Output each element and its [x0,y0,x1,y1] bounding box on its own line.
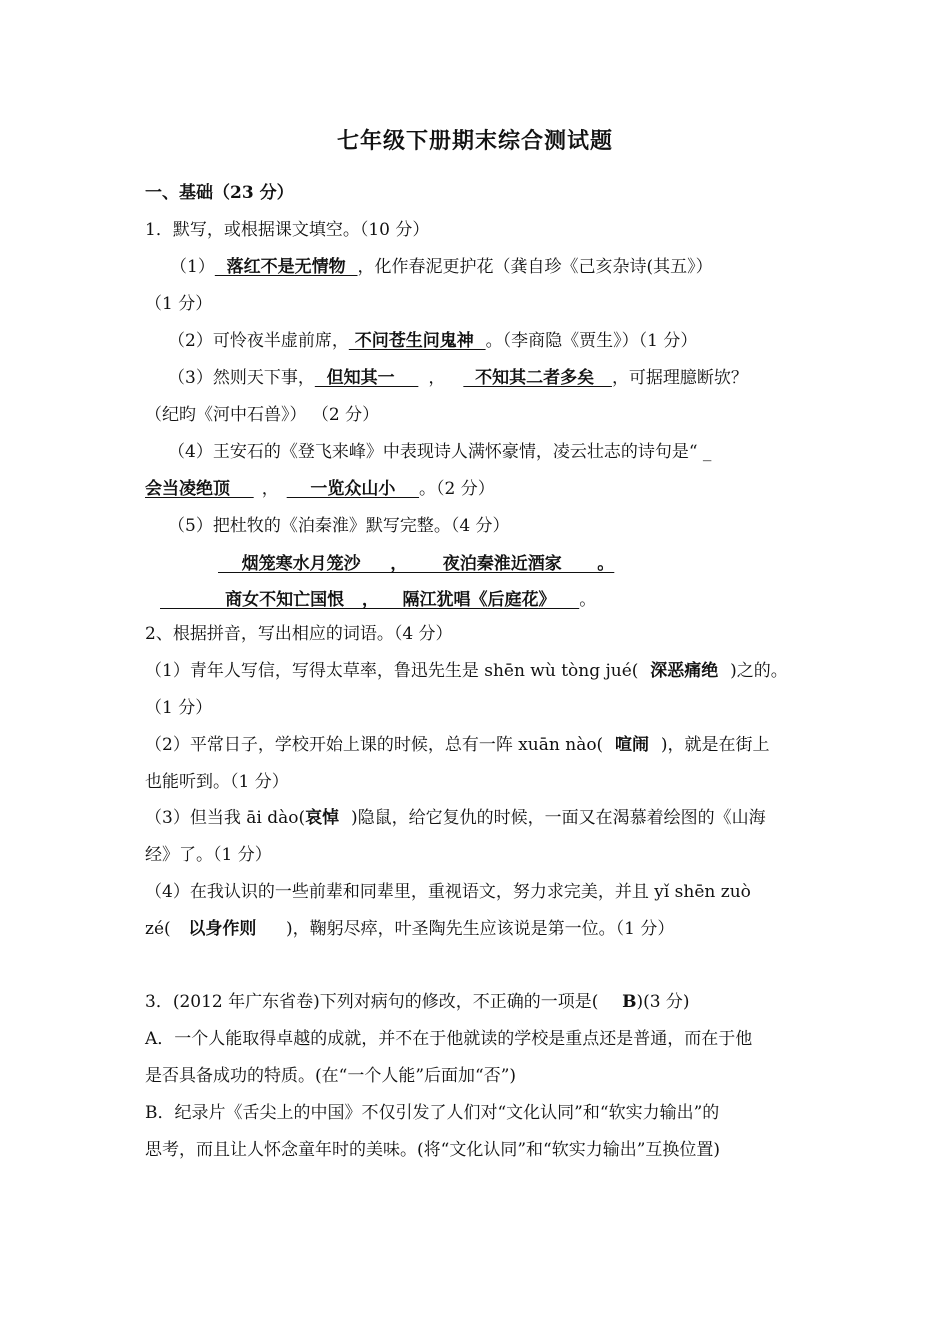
q2-part1 [145,659,788,683]
q2-part1-pre: （1）青年人写信，写得太草率，鲁迅先生是 shēn wù tòng jué( [145,661,639,681]
q1-part3-source: （纪昀《河中石兽》） （2 分） [145,405,380,425]
q2-part3 [145,806,766,830]
q1-part4-rest: 。（2 分） [419,479,495,499]
q1-part3-mid: ， [428,368,446,388]
q2-part3-rest: )隐鼠，给它复仇的时候，一面又在渴慕着绘图的《山海 [350,808,766,828]
q3-option-b-line1: B．纪录片《舌尖上的中国》不仅引发了人们对“文化认同”和“软实力输出”的 [145,1103,720,1123]
q1-part5-answer-line2: 商女不知亡国恨 ， 隔江犹唱《后庭花》 [160,590,580,610]
q3-option-b-line2: 思考，而且让人怀念童年时的美味。(将“文化认同”和“软实力输出”互换位置) [145,1140,721,1160]
section-heading: 一、基础（23 分） [145,183,294,203]
q3-stem-pre: 3．(2012 年广东省卷)下列对病句的修改，不正确的一项是( [145,992,599,1012]
q2-part2-rest: )，就是在街上 [660,735,770,755]
page-title: 七年级下册期末综合测试题 [336,128,613,154]
q2-part3-answer: 哀悼 [305,808,351,828]
q2-part4-answer: 以身作则 [170,919,287,939]
q1-part5-line2-end: 。 [579,590,597,610]
q1-part3 [168,366,748,390]
q1-part3-rest: ，可据理臆断欤？ [611,368,748,388]
q1-part1 [170,255,713,279]
q1-part5-answer-line1: 烟笼寒水月笼沙 ， 夜泊秦淮近酒家 。 [218,554,615,574]
q1-part5-line2 [160,588,596,612]
q1-part3-answer1: 但知其一 [314,368,419,388]
q2-part1-answer: 深恶痛绝 [638,661,731,681]
q1-part3-answer2: 不知其二者多矣 [463,368,612,388]
q2-part1-rest: )之的。 [730,661,788,681]
q2-part2-pre: （2）平常日子，学校开始上课的时候，总有一阵 xuān nào( [145,735,604,755]
q2-part4-line1: （4）在我认识的一些前辈和同辈里，重视语文，努力求完美，并且 yǐ shēn zuò [145,882,751,902]
q3-stem [145,990,690,1014]
q2-part4-rest: )，鞠躬尽瘁，叶圣陶先生应该说是第一位。（1 分） [286,919,675,939]
q2-part3-pre: （3）但当我 āi dào( [145,808,306,828]
q1-part4-answer1: 会当凌绝顶 [145,479,254,499]
q1-part2-rest: 。（李商隐《贾生》）（1 分） [485,331,698,351]
q3-stem-post: )(3 分) [636,992,690,1012]
q1-part4: （4）王安石的《登飞来峰》中表现诗人满怀豪情，凌云壮志的诗句是“ _ [168,442,712,462]
q1-part3-pre: （3）然则天下事， [168,368,315,388]
q1-part1-num: （1） [170,257,215,277]
q3-answer: B [598,992,637,1012]
q1-part4-mid: ， [261,479,279,499]
q2-part2-answer: 喧闹 [603,735,661,755]
q1-part2-answer: 不问苍生问鬼神 [348,331,486,351]
q2-part2 [145,733,770,757]
q1-part2-pre: （2）可怜夜半虚前席， [168,331,349,351]
q1-part4-answers [145,477,495,501]
q2-part2-cont: 也能听到。（1 分） [145,772,289,792]
q1-part5-line1 [218,552,614,576]
q2-part1-score: （1 分） [145,698,213,718]
q2-stem: 2、根据拼音，写出相应的词语。（4 分） [145,624,453,644]
q1-part1-answer: 落红不是无情物 [214,257,358,277]
q1-part5: （5）把杜牧的《泊秦淮》默写完整。（4 分） [168,516,510,536]
q1-stem: 1．默写，或根据课文填空。（10 分） [145,220,430,240]
q3-option-a-line1: A．一个人能取得卓越的成就，并不在于他就读的学校是重点还是普通，而在于他 [145,1029,753,1049]
q3-option-a-line2: 是否具备成功的特质。(在“一个人能”后面加“否”) [145,1066,517,1086]
q1-part1-rest: ，化作春泥更护花（龚自珍《己亥杂诗(其五》） [357,257,713,277]
q2-part4-line2 [145,917,674,941]
q2-part3-cont: 经》了。（1 分） [145,845,272,865]
q2-part4-pre: zé( [145,919,171,939]
q1-part2 [168,329,697,353]
q1-part4-answer2: 一览众山小 [286,479,420,499]
q1-part1-score: （1 分） [145,294,213,314]
